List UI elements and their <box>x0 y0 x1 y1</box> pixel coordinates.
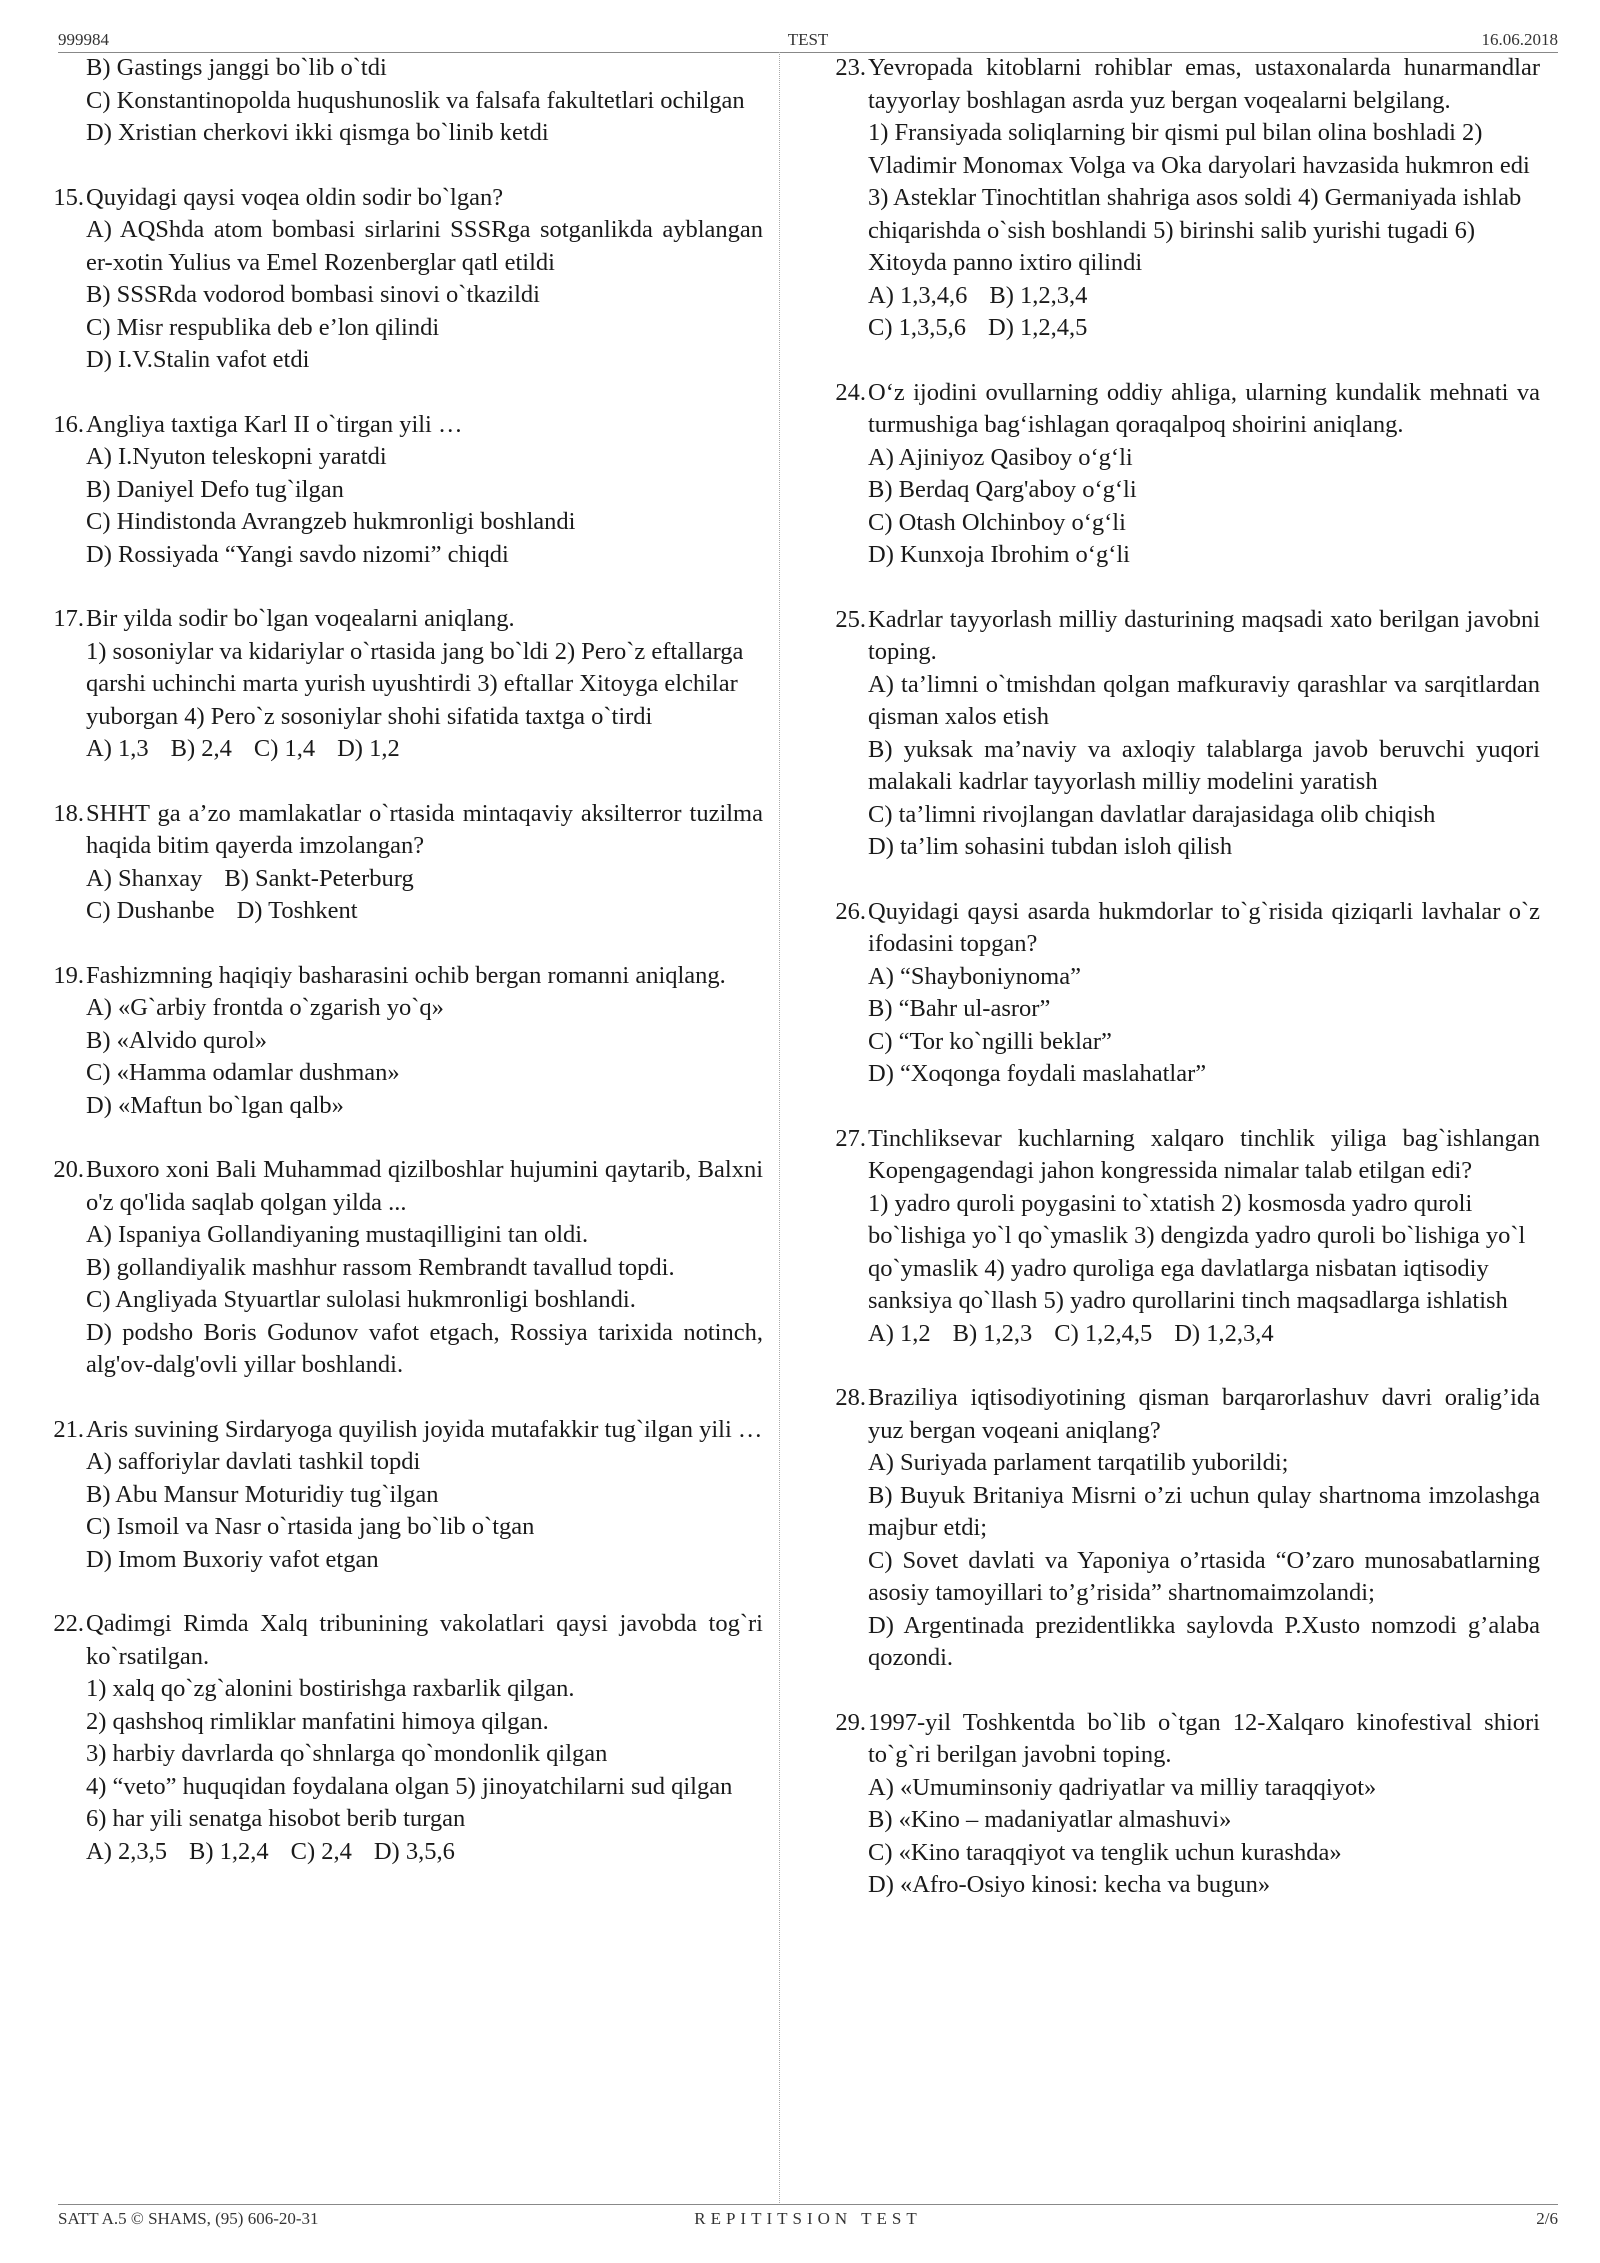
question-number: 16. <box>53 410 84 438</box>
question-number: 19. <box>53 961 84 989</box>
option-b: B) Berdaq Qarg'aboy o‘g‘li <box>868 476 1137 503</box>
question-23 <box>818 52 1540 345</box>
option-c: C) “Tor ko`ngilli beklar” <box>868 1027 1112 1055</box>
statement-list: 1) Fransiyada soliqlarning bir qismi pul bilan olina boshladi 2) Vladimir Monomax Volga va Oka daryolari havzasida hukmron edi 3) Asteklar Tinochtitlan shahriga asos soldi 4) Germaniyada ishlab chiqarishda o`sish boshlandi 5) birinshi salib yurishi tugadi 6) Xitoyda panno ixtiro qilindi <box>868 119 1530 276</box>
left-column <box>36 52 763 1900</box>
question-number: 25. <box>835 605 866 633</box>
option-d: D) “Xoqonga foydali maslahatlar” <box>868 1060 1207 1087</box>
statement-2: 2) qashshoq rimliklar manfatini himoya qilgan. <box>86 1707 549 1735</box>
option-d: D) I.V.Stalin vafot etdi <box>86 346 310 373</box>
option-b: B) Daniyel Defo tug`ilgan <box>86 475 344 503</box>
question-text: SHHT ga a’zo mamlakatlar o`rtasida mintaqaviy aksilterror tuzilma haqida bitim qayerda imzolangan? <box>86 799 763 859</box>
option-b: B) gollandiyalik mashhur rassom Rembrandt tavallud topdi. <box>86 1253 675 1281</box>
option-d: D) Imom Buxoriy vafot etgan <box>86 1545 379 1573</box>
question-25 <box>818 604 1540 864</box>
option-b: B) “Bahr ul-asror” <box>868 995 1051 1022</box>
option-b: B) 1,2,3 <box>952 1319 1033 1347</box>
option-b: B) Abu Mansur Moturidiy tug`ilgan <box>86 1480 439 1508</box>
option-a: A) 2,3,5 <box>86 1837 167 1865</box>
options-row <box>868 1318 1540 1351</box>
option-b: B) «Kino – madaniyatlar almashuvi» <box>868 1806 1232 1833</box>
question-number: 22. <box>53 1610 84 1637</box>
option-c: C) ta’limni rivojlangan davlatlar darajasidaga olib chiqish <box>868 800 1436 828</box>
option-a: A) 1,2 <box>868 1319 931 1347</box>
page-number: 2/6 <box>1536 2209 1558 2228</box>
option-c: C) 2,4 <box>290 1837 352 1865</box>
option-a: A) Ispaniya Gollandiyaning mustaqilligini tan oldi. <box>86 1221 589 1248</box>
option-b: B) Sankt-Peterburg <box>224 864 414 892</box>
footer-rule <box>58 2204 1558 2205</box>
question-number: 27. <box>835 1124 866 1152</box>
option-c: C) Misr respublika deb e’lon qilindi <box>86 313 440 341</box>
question-18 <box>36 798 763 928</box>
option-d: D) Argentinada prezidentlikka saylovda P.Xusto nomzodi g’alaba qozondi. <box>868 1611 1540 1671</box>
question-22 <box>36 1608 763 1868</box>
question-number: 21. <box>53 1415 84 1443</box>
statement-1: 1) xalq qo`zg`alonini bostirishga raxbarlik qilgan. <box>86 1675 575 1702</box>
question-text: Quyidagi qaysi asarda hukmdorlar to`g`risida qiziqarli lavhalar o`z ifodasini topgan? <box>868 897 1540 957</box>
question-text: Bir yilda sodir bo`lgan voqealarni aniqlang. <box>86 605 515 632</box>
option-d: D) Kunxoja Ibrohim o‘g‘li <box>868 541 1130 568</box>
option-d: D) 3,5,6 <box>373 1837 455 1865</box>
option-b: B) Gastings janggi bo`lib o`tdi <box>86 54 387 81</box>
question-24 <box>818 377 1540 572</box>
question-28 <box>818 1382 1540 1675</box>
options-row <box>868 312 1540 345</box>
option-c: C) «Hamma odamlar dushman» <box>86 1059 400 1086</box>
question-text: Yevropada kitoblarni rohiblar emas, ustaxonalarda hunarmandlar tayyorlay boshlagan asrda yuz bergan voqealarni belgilang. <box>868 54 1540 114</box>
statement-3: 3) harbiy davrlarda qo`shnlarga qo`mondonlik qilgan <box>86 1740 608 1767</box>
option-d: D) «Afro-Osiyo kinosi: kecha va bugun» <box>868 1871 1271 1898</box>
question-14-continuation <box>36 52 763 150</box>
column-divider <box>779 52 780 2205</box>
option-c: C) Angliyada Styuartlar sulolasi hukmronligi boshlandi. <box>86 1286 636 1313</box>
question-number: 24. <box>835 378 866 406</box>
option-d: D) Toshkent <box>236 897 358 924</box>
statement-4-5: 4) “veto” huquqidan foydalana olgan 5) jinoyatchilarni sud qilgan <box>86 1772 733 1800</box>
options-row <box>86 733 763 766</box>
question-17 <box>36 603 763 766</box>
option-a: A) “Shayboniynoma” <box>868 962 1081 990</box>
question-21 <box>36 1414 763 1577</box>
option-b: B) 1,2,3,4 <box>989 281 1088 309</box>
question-20 <box>36 1154 763 1382</box>
question-text: Kadrlar tayyorlash milliy dasturining maqsadi xato berilgan javobni toping. <box>868 605 1540 665</box>
option-d: D) «Maftun bo`lgan qalb» <box>86 1091 344 1119</box>
question-number: 15. <box>53 183 84 211</box>
option-c: C) Hindistonda Avrangzeb hukmronligi boshlandi <box>86 508 576 535</box>
option-a: A) «G`arbiy frontda o`zgarish yo`q» <box>86 994 444 1021</box>
option-b: B) «Alvido qurol» <box>86 1026 268 1054</box>
question-29 <box>818 1707 1540 1902</box>
option-b: B) yuksak ma’naviy va axloqiy talablarga javob beruvchi yuqori malakali kadrlar tayyorlash milliy modelini yaratish <box>868 735 1540 795</box>
question-text: Aris suvining Sirdaryoga quyilish joyida mutafakkir tug`ilgan yili … <box>86 1415 763 1443</box>
option-a: A) safforiylar davlati tashkil topdi <box>86 1448 421 1475</box>
options-row <box>86 1836 763 1869</box>
option-c: C) Konstantinopolda huqushunoslik va falsafa fakultetlari ochilgan <box>86 86 745 114</box>
option-a: A) Suriyada parlament tarqatilib yuborildi; <box>868 1449 1289 1476</box>
statement-list: 1) yadro quroli poygasini to`xtatish 2) kosmosda yadro quroli bo`lishiga yo`l qo`ymaslik 3) dengizda yadro quroli bo`lishiga yo`l qo`ymaslik 4) yadro quroliga ega davlatlarga nisbatan iqtisodiy sanksiya qo`llash 5) yadro qurollarini tinch maqsadlarga ishlatish <box>868 1189 1526 1314</box>
option-d: D) podsho Boris Godunov vafot etgach, Rossiya tarixida notinch, alg'ov-dalg'ovli yillar boshlandi. <box>86 1318 763 1378</box>
right-column <box>818 52 1540 1934</box>
option-b: B) 2,4 <box>170 735 232 762</box>
option-c: C) «Kino taraqqiyot va tenglik uchun kurashda» <box>868 1838 1342 1866</box>
option-c: C) Otash Olchinboy o‘g‘li <box>868 508 1126 536</box>
option-c: C) 1,2,4,5 <box>1054 1319 1153 1347</box>
footer-title: REPITITSION TEST <box>694 2209 922 2228</box>
doc-type: TEST <box>787 30 829 49</box>
doc-date: 16.06.2018 <box>1481 30 1558 49</box>
question-text: O‘z ijodini ovullarning oddiy ahliga, ularning kundalik mehnati va turmushiga bag‘ishlagan qoraqalpoq shoirini aniqlang. <box>868 378 1540 438</box>
page-header <box>58 30 1558 54</box>
option-a: A) 1,3,4,6 <box>868 281 968 309</box>
question-text: Qadimgi Rimda Xalq tribunining vakolatlari qaysi javobda tog`ri ko`rsatilgan. <box>86 1610 763 1670</box>
options-row <box>868 280 1540 313</box>
question-number: 20. <box>53 1156 84 1183</box>
option-a: A) 1,3 <box>86 735 149 762</box>
option-d: D) 1,2,4,5 <box>988 314 1088 341</box>
question-19 <box>36 960 763 1123</box>
options-row <box>86 895 763 928</box>
question-27 <box>818 1123 1540 1351</box>
statement-list: 1) sosoniylar va kidariylar o`rtasida jang bo`ldi 2) Pero`z eftallarga qarshi uchinchi marta yurish uyushtirdi 3) eftallar Xitoyga elchilar yuborgan 4) Pero`z sosoniylar shohi sifatida taxtga o`tirdi <box>86 637 744 730</box>
option-c: C) Ismoil va Nasr o`rtasida jang bo`lib o`tgan <box>86 1513 535 1540</box>
question-number: 28. <box>835 1384 866 1411</box>
option-d: D) Xristian cherkovi ikki qismga bo`linib ketdi <box>86 119 549 146</box>
option-b: B) 1,2,4 <box>188 1837 269 1865</box>
question-number: 26. <box>835 897 866 925</box>
question-number: 17. <box>53 605 84 632</box>
question-text: Tinchliksevar kuchlarning xalqaro tinchlik yiliga bag`ishlangan Kopengagendagi jahon kongressida nimalar talab etilgan edi? <box>868 1124 1540 1184</box>
question-26 <box>818 896 1540 1091</box>
option-a: A) Ajiniyoz Qasiboy o‘g‘li <box>868 443 1133 471</box>
option-d: D) 1,2,3,4 <box>1174 1319 1274 1347</box>
option-d: D) ta’lim sohasini tubdan isloh qilish <box>868 833 1233 860</box>
question-text: Angliya taxtiga Karl II o`tirgan yili … <box>86 410 463 438</box>
question-number: 29. <box>835 1708 866 1736</box>
option-c: C) 1,3,5,6 <box>868 314 966 341</box>
question-text: Fashizmning haqiqiy basharasini ochib bergan romanni aniqlang. <box>86 961 726 989</box>
question-number: 23. <box>835 54 866 81</box>
option-d: D) 1,2 <box>337 735 400 762</box>
option-a: A) Shanxay <box>86 864 203 892</box>
question-text: 1997-yil Toshkentda bo`lib o`tgan 12-Xalqaro kinofestival shiori to`g`ri berilgan javobni toping. <box>868 1708 1540 1768</box>
option-a: A) ta’limni o`tmishdan qolgan mafkuraviy qarashlar va sarqitlardan qisman xalos etish <box>868 670 1540 730</box>
copyright-text: SATT A.5 © SHAMS, (95) 606-20-31 <box>58 2209 319 2228</box>
option-c: C) 1,4 <box>253 735 316 762</box>
option-a: A) AQShda atom bombasi sirlarini SSSRga sotganlikda ayblangan er-xotin Yulius va Emel Rozenberglar qatl etildi <box>86 216 763 276</box>
statement-6: 6) har yili senatga hisobot berib turgan <box>86 1805 466 1832</box>
question-text: Buxoro xoni Bali Muhammad qizilboshlar hujumini qaytarib, Balxni o'z qo'lida saqlab qolgan yilda ... <box>86 1156 763 1216</box>
question-text: Quyidagi qaysi voqea oldin sodir bo`lgan? <box>86 183 504 211</box>
option-b: B) Buyuk Britaniya Misrni o’zi uchun qulay shartnoma imzolashga majbur etdi; <box>868 1481 1540 1541</box>
question-text: Braziliya iqtisodiyotining qisman barqarorlashuv davri oralig’ida yuz bergan voqeani aniqlang? <box>868 1384 1540 1444</box>
option-b: B) SSSRda vodorod bombasi sinovi o`tkazildi <box>86 281 540 308</box>
option-d: D) Rossiyada “Yangi savdo nizomi” chiqdi <box>86 540 509 568</box>
page-footer <box>58 2209 1558 2233</box>
question-16 <box>36 409 763 572</box>
options-row <box>86 863 763 896</box>
doc-code: 999984 <box>58 30 109 49</box>
option-a: A) I.Nyuton teleskopni yaratdi <box>86 443 387 470</box>
option-c: C) Sovet davlati va Yaponiya o’rtasida “O’zaro munosabatlarning asosiy tamoyillari to’g’risida” shartnomaimzolandi; <box>868 1546 1540 1606</box>
option-c: C) Dushanbe <box>86 897 215 924</box>
question-15 <box>36 182 763 377</box>
question-number: 18. <box>53 799 84 827</box>
option-a: A) «Umuminsoniy qadriyatlar va milliy taraqqiyot» <box>868 1773 1377 1801</box>
